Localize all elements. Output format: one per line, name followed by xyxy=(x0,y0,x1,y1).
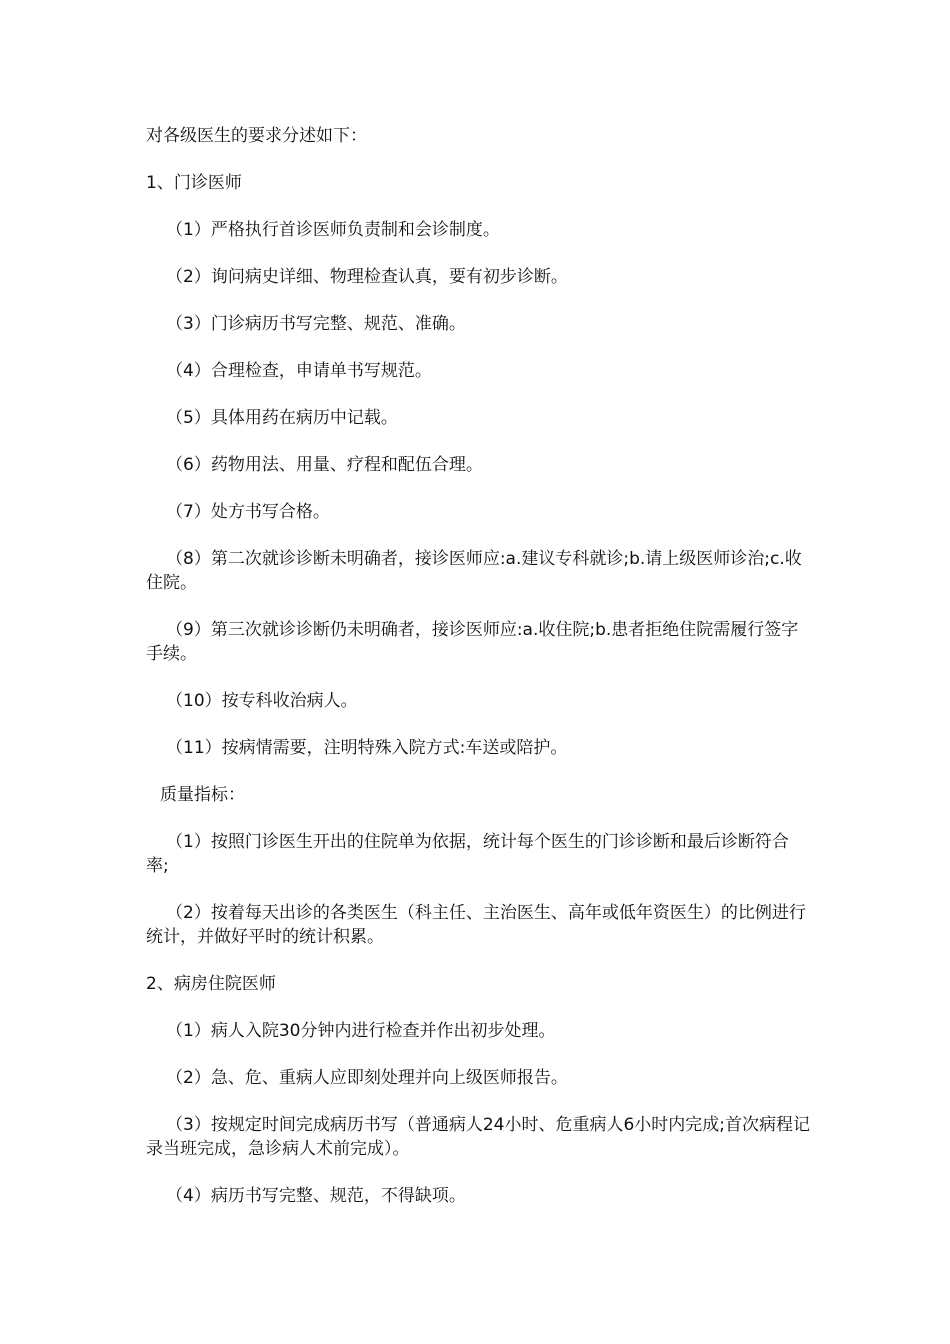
list-item: （1）病人入院30分钟内进行检查并作出初步处理。 xyxy=(166,1021,556,1041)
document-body xyxy=(146,124,810,1231)
intro-line: 对各级医生的要求分述如下： xyxy=(146,126,367,146)
list-item: （4）合理检查，申请单书写规范。 xyxy=(166,361,432,381)
list-item: （7）处方书写合格。 xyxy=(166,502,330,522)
list-item: （3）门诊病历书写完整、规范、准确。 xyxy=(166,314,466,334)
list-item: （2）急、危、重病人应即刻处理并向上级医师报告。 xyxy=(166,1068,568,1088)
list-item: （10）按专科收治病人。 xyxy=(166,691,358,711)
list-item: （1）按照门诊医生开出的住院单为依据，统计每个医生的门诊诊断和最后诊断符合率; xyxy=(146,832,789,876)
section-heading-outpatient: 1、门诊医师 xyxy=(146,173,242,193)
list-item: （9）第三次就诊诊断仍未明确者，接诊医师应:a.收住院;b.患者拒绝住院需履行签字手续。 xyxy=(146,620,799,664)
list-item: （2）询问病史详细、物理检查认真，要有初步诊断。 xyxy=(166,267,568,287)
list-item: （6）药物用法、用量、疗程和配伍合理。 xyxy=(166,455,483,475)
list-item: （2）按着每天出诊的各类医生（科主任、主治医生、高年或低年资医生）的比例进行统计，并做好平时的统计积累。 xyxy=(146,903,806,947)
quality-indicator-heading: 质量指标： xyxy=(160,785,245,805)
list-item: （11）按病情需要，注明特殊入院方式:车送或陪护。 xyxy=(166,738,568,758)
section-heading-ward: 2、病房住院医师 xyxy=(146,974,276,994)
list-item: （3）按规定时间完成病历书写（普通病人24小时、危重病人6小时内完成;首次病程记录当班完成，急诊病人术前完成）。 xyxy=(146,1115,810,1159)
list-item: （5）具体用药在病历中记载。 xyxy=(166,408,398,428)
list-item: （8）第二次就诊诊断未明确者，接诊医师应:a.建议专科就诊;b.请上级医师诊治;c.收住院。 xyxy=(146,549,802,593)
list-item: （1）严格执行首诊医师负责制和会诊制度。 xyxy=(166,220,500,240)
list-item: （4）病历书写完整、规范，不得缺项。 xyxy=(166,1186,466,1206)
